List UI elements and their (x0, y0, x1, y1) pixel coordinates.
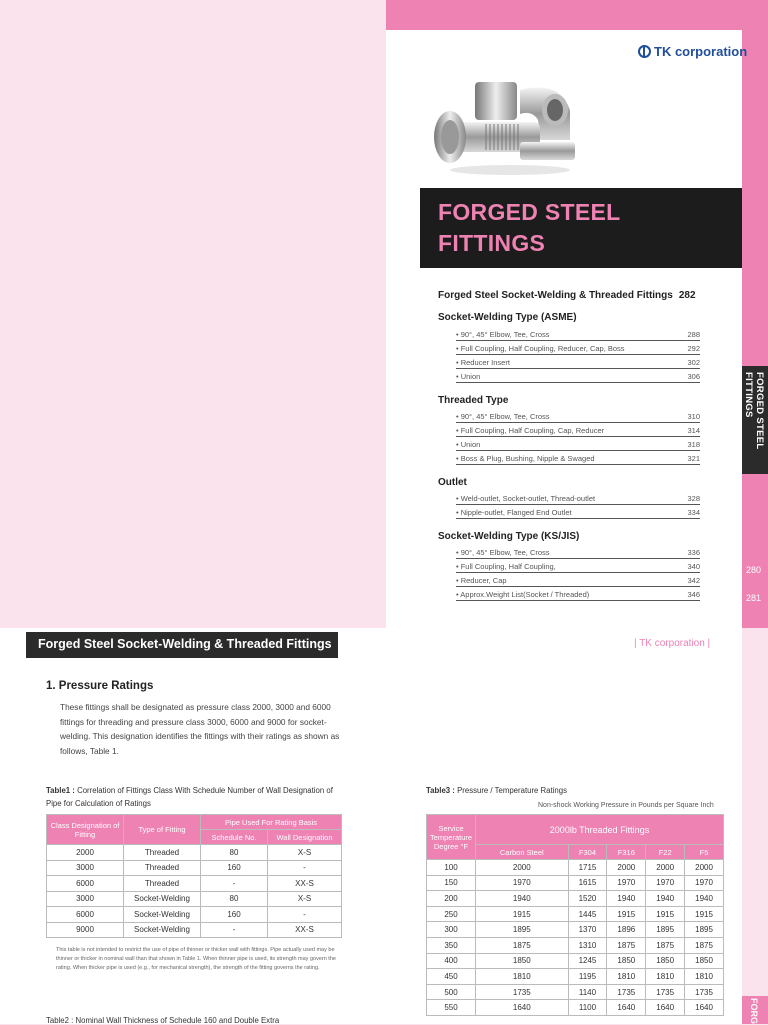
toc-item[interactable]: • 90°, 45° Elbow, Tee, Cross 310 (456, 409, 700, 423)
table-cell: 450 (427, 969, 476, 985)
toc-item[interactable]: • Nipple-outlet, Flanged End Outlet 334 (456, 505, 700, 519)
table-cell: 1735 (607, 984, 646, 1000)
table-cell: 1615 (568, 875, 607, 891)
table-cell: 3000 (47, 891, 124, 907)
intro-paragraph: These fittings shall be designated as pressure class 2000, 3000 and 6000 fittings for threading and pressure class 3000, 6000 and 9000 for socket-welding. This designation identifies the fittings with their ratings as shown as follows, Table 1. (60, 702, 340, 757)
table-cell: 1875 (607, 937, 646, 953)
table-cell: 1715 (568, 860, 607, 876)
table-pressure-temperature (426, 814, 724, 1016)
table-row (47, 876, 342, 892)
table-cell: 1850 (685, 953, 724, 969)
table-cell: 1140 (568, 984, 607, 1000)
fittings-photo (420, 80, 590, 188)
table-cell: 1810 (646, 969, 685, 985)
table-cell: X-S (268, 891, 342, 907)
table-cell: 1520 (568, 891, 607, 907)
th-type: Type of Fitting (124, 815, 201, 845)
column-header: F22 (646, 845, 685, 860)
table-cell: 1640 (607, 1000, 646, 1016)
toc-heading-asme: Socket-Welding Type (ASME) (438, 312, 577, 323)
table-cell: 1915 (646, 906, 685, 922)
toc-heading-ksjis: Socket-Welding Type (KS/JIS) (438, 531, 580, 542)
toc-item[interactable]: • Union 306 (456, 369, 700, 383)
table-cell: 1970 (476, 875, 569, 891)
table-cell: 1970 (685, 875, 724, 891)
table-cell: 1896 (607, 922, 646, 938)
table-cell: 1850 (476, 953, 569, 969)
table-cell: Threaded (124, 845, 201, 861)
toc-item[interactable]: • Weld-outlet, Socket-outlet, Thread-outlet 328 (456, 491, 700, 505)
blank-background (0, 0, 386, 628)
title-line-2: FITTINGS (438, 230, 546, 256)
title-line-1: FORGED STEEL (438, 199, 621, 225)
table-cell: 80 (201, 891, 268, 907)
table-row (427, 922, 724, 938)
table-row (47, 891, 342, 907)
table-cell: 1195 (568, 969, 607, 985)
table-row (427, 984, 724, 1000)
table-cell: 1850 (646, 953, 685, 969)
table-cell: 1810 (476, 969, 569, 985)
table-cell: X-S (268, 845, 342, 861)
brand-right: | TK corporation | (634, 638, 711, 649)
table-row (47, 845, 342, 861)
table-row (427, 1000, 724, 1016)
table-cell: - (268, 907, 342, 923)
toc-heading-outlet: Outlet (438, 477, 467, 488)
table-cell: 1810 (685, 969, 724, 985)
table-cell: - (201, 876, 268, 892)
toc-item[interactable]: • 90°, 45° Elbow, Tee, Cross 336 (456, 545, 700, 559)
table-cell: 1735 (685, 984, 724, 1000)
table-cell: 500 (427, 984, 476, 1000)
table-cell: 1735 (476, 984, 569, 1000)
table-cell: 1850 (607, 953, 646, 969)
tk-logo-icon (638, 45, 651, 58)
toc-item[interactable]: • Approx.Weight List(Socket / Threaded) 346 (456, 587, 700, 601)
toc-item[interactable]: • Boss & Plug, Bushing, Nipple & Swaged 321 (456, 451, 700, 465)
toc-item[interactable]: • Reducer, Cap 342 (456, 573, 700, 587)
table-cell: 1310 (568, 937, 607, 953)
table-cell: 1970 (607, 875, 646, 891)
table-row (427, 860, 724, 876)
table-cell: 2000 (685, 860, 724, 876)
table-cell: Socket-Welding (124, 891, 201, 907)
table-cell: 1940 (646, 891, 685, 907)
toc-item[interactable]: • 90°, 45° Elbow, Tee, Cross 288 (456, 327, 700, 341)
th-wall: Wall Designation (268, 830, 342, 845)
side-band (742, 0, 768, 628)
table-cell: Socket-Welding (124, 922, 201, 938)
section-heading: 1. Pressure Ratings (46, 680, 154, 692)
table-cell: 6000 (47, 907, 124, 923)
toc-main-entry[interactable] (438, 290, 696, 301)
toc-item[interactable]: • Full Coupling, Half Coupling, Cap, Reducer 314 (456, 423, 700, 437)
table-row (427, 875, 724, 891)
table-cell: 1100 (568, 1000, 607, 1016)
table-cell: 9000 (47, 922, 124, 938)
table-class-schedule (46, 814, 342, 938)
column-header: F304 (568, 845, 607, 860)
table3-caption: Table3 : Pressure / Temperature Ratings (426, 786, 567, 795)
table-cell: 1915 (607, 906, 646, 922)
table-cell: 160 (201, 907, 268, 923)
table-cell: 400 (427, 953, 476, 969)
table-cell: 1735 (646, 984, 685, 1000)
table-cell: Threaded (124, 876, 201, 892)
column-header: F316 (607, 845, 646, 860)
toc-item[interactable]: • Union 318 (456, 437, 700, 451)
toc-item[interactable]: • Full Coupling, Half Coupling, 340 (456, 559, 700, 573)
brand-logo (638, 44, 747, 59)
table-cell: 80 (201, 845, 268, 861)
table-row (427, 906, 724, 922)
th-class: Class Designation of Fitting (47, 815, 124, 845)
table2-caption: Table2 : Nominal Wall Thickness of Schedule 160 and Double Extra (46, 1016, 280, 1025)
table-row (47, 860, 342, 876)
table-cell: 160 (201, 860, 268, 876)
th-temperature: Service Temperature Degree °F (427, 815, 476, 860)
toc-heading-threaded: Threaded Type (438, 395, 509, 406)
toc-item[interactable]: • Full Coupling, Half Coupling, Reducer, Cap, Boss 292 (456, 341, 700, 355)
table-cell: 1940 (607, 891, 646, 907)
column-header: F5 (685, 845, 724, 860)
toc-main-page: 282 (678, 290, 696, 301)
table-cell: 3000 (47, 860, 124, 876)
edge-tab-label: FORG (749, 998, 759, 1024)
page-number-left: 280 (746, 565, 762, 575)
side-tab-label: FORGED STEEL FITTINGS (743, 372, 765, 450)
table-cell: 1895 (685, 922, 724, 938)
table-cell: XX-S (268, 922, 342, 938)
table-cell: 1970 (646, 875, 685, 891)
table-cell: 100 (427, 860, 476, 876)
table-cell: 1915 (685, 906, 724, 922)
column-header: Carbon Steel (476, 845, 569, 860)
table-cell: - (268, 860, 342, 876)
th-pipe-group: Pipe Used For Rating Basis (201, 815, 342, 830)
table-cell: 1940 (685, 891, 724, 907)
table1-caption: Table1 : Correlation of Fittings Class With Schedule Number of Wall Designation of Pipe for Calculation of Ratings (46, 786, 333, 808)
brand-name: TK corporation (654, 44, 748, 59)
toc-item[interactable]: • Reducer Insert 302 (456, 355, 700, 369)
table-cell: 150 (427, 875, 476, 891)
table-cell: 1895 (646, 922, 685, 938)
section-title: Forged Steel Socket-Welding & Threaded Fittings (38, 637, 332, 651)
table-cell: 1915 (476, 906, 569, 922)
table-cell: 1875 (476, 937, 569, 953)
th-schedule: Schedule No. (201, 830, 268, 845)
table-row (47, 907, 342, 923)
page-title (438, 197, 728, 259)
table-cell: 1445 (568, 906, 607, 922)
table-cell: 1875 (685, 937, 724, 953)
header-band (386, 0, 742, 30)
toc-main-label: Forged Steel Socket-Welding & Threaded Fittings (438, 290, 673, 301)
table-cell: 1640 (476, 1000, 569, 1016)
table-cell: 1810 (607, 969, 646, 985)
table-row (47, 922, 342, 938)
table-cell: 1370 (568, 922, 607, 938)
table-cell: 350 (427, 937, 476, 953)
table-row (427, 953, 724, 969)
table-cell: 2000 (646, 860, 685, 876)
table-cell: 550 (427, 1000, 476, 1016)
table3-units: Non-shock Working Pressure in Pounds per Square Inch (538, 802, 714, 809)
page-number-right: 281 (746, 593, 762, 603)
th-threaded-group: 2000lb Threaded Fittings (476, 815, 724, 845)
table-cell: 250 (427, 906, 476, 922)
table-cell: 6000 (47, 876, 124, 892)
table-cell: 2000 (607, 860, 646, 876)
table-cell: 1640 (685, 1000, 724, 1016)
table-cell: 1875 (646, 937, 685, 953)
table-row (427, 891, 724, 907)
table1-note: This table is not intended to restrict the use of pipe of thinner or thicker wall with fittings. Pipe actually used may be thinner or thicker in nominal wall than that shown in Table 1. When thinner pipe is used, its strength may govern the rating. When thicker pipe is used (e.g., for mechanical strength), the strength of the fitting governs the rating. (56, 947, 336, 972)
table-cell: Socket-Welding (124, 907, 201, 923)
table-cell: Threaded (124, 860, 201, 876)
table-cell: - (201, 922, 268, 938)
table-row (427, 969, 724, 985)
table-cell: 1245 (568, 953, 607, 969)
table-cell: 2000 (47, 845, 124, 861)
table-row (427, 937, 724, 953)
table-cell: 300 (427, 922, 476, 938)
table-cell: 1895 (476, 922, 569, 938)
table-cell: 1640 (646, 1000, 685, 1016)
table-cell: 2000 (476, 860, 569, 876)
table-cell: XX-S (268, 876, 342, 892)
table-cell: 1940 (476, 891, 569, 907)
table-cell: 200 (427, 891, 476, 907)
